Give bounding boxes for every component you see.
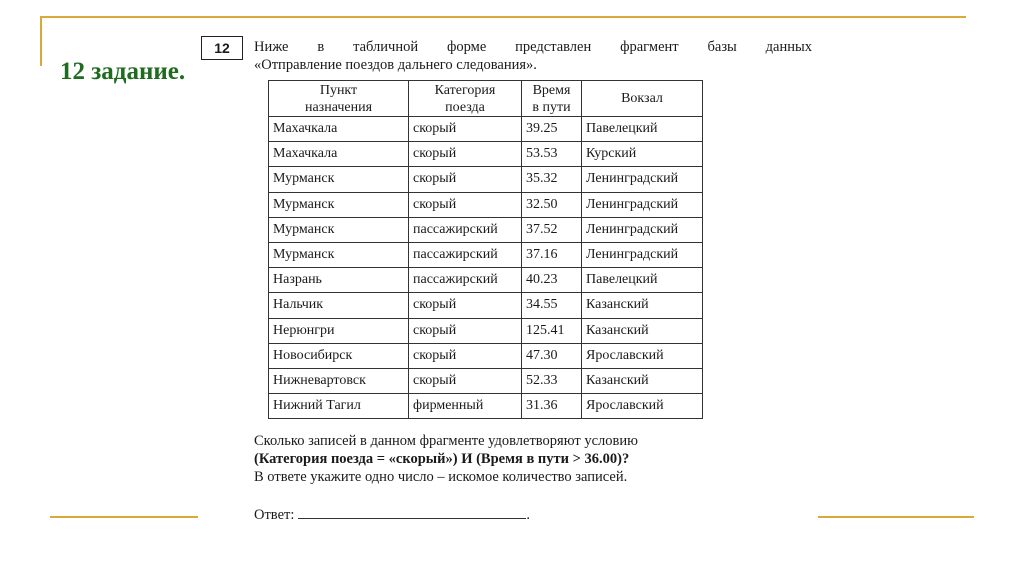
cell-station: Ярославский: [582, 394, 703, 419]
question-condition: (Категория поезда = «скорый») И (Время в пути > 36.00)?: [254, 451, 630, 467]
header-destination-line2: назначения: [304, 99, 373, 115]
cell-category: пассажирский: [409, 217, 522, 242]
cell-destination: Нижневартовск: [269, 368, 409, 393]
header-travel-time: [522, 81, 582, 117]
cell-destination: Махачкала: [269, 117, 409, 142]
cell-category: пассажирский: [409, 268, 522, 293]
cell-travel-time: 53.53: [522, 142, 582, 167]
answer-blank-line[interactable]: [298, 504, 526, 519]
cell-category: скорый: [409, 117, 522, 142]
question-line-3: В ответе укажите одно число – искомое количество записей.: [254, 469, 628, 485]
cell-destination: Назрань: [269, 268, 409, 293]
cell-destination: Нерюнгри: [269, 318, 409, 343]
header-time-line1: Время: [532, 82, 571, 98]
table-row: [269, 268, 703, 293]
cell-station: Казанский: [582, 318, 703, 343]
cell-destination: Мурманск: [269, 242, 409, 267]
answer-row: [254, 504, 530, 524]
cell-travel-time: 39.25: [522, 117, 582, 142]
header-station-line1: Вокзал: [621, 91, 663, 106]
question-line-1: Сколько записей в данном фрагменте удовлетворяют условию: [254, 433, 638, 449]
table-row: [269, 318, 703, 343]
table-row: [269, 368, 703, 393]
cell-travel-time: 47.30: [522, 343, 582, 368]
cell-travel-time: 125.41: [522, 318, 582, 343]
cell-destination: Мурманск: [269, 217, 409, 242]
cell-category: скорый: [409, 343, 522, 368]
frame-bottom-right-line: [818, 516, 974, 518]
header-destination-line1: Пункт: [319, 82, 358, 98]
cell-category: скорый: [409, 142, 522, 167]
cell-travel-time: 37.52: [522, 217, 582, 242]
cell-travel-time: 32.50: [522, 192, 582, 217]
answer-label: Ответ:: [254, 507, 295, 523]
header-category-line2: поезда: [445, 99, 485, 115]
header-destination: [269, 81, 409, 117]
table-row: [269, 343, 703, 368]
cell-category: скорый: [409, 293, 522, 318]
header-station: [582, 81, 703, 117]
cell-station: Казанский: [582, 368, 703, 393]
table-row: [269, 394, 703, 419]
frame-left-line: [40, 16, 42, 66]
table-row: [269, 142, 703, 167]
cell-travel-time: 31.36: [522, 394, 582, 419]
cell-category: пассажирский: [409, 242, 522, 267]
table-row: [269, 217, 703, 242]
table-row: [269, 242, 703, 267]
cell-destination: Нальчик: [269, 293, 409, 318]
header-category-line1: Категория: [434, 82, 496, 98]
frame-top-line: [40, 16, 966, 18]
cell-travel-time: 40.23: [522, 268, 582, 293]
cell-destination: Мурманск: [269, 192, 409, 217]
table-row: [269, 117, 703, 142]
cell-category: скорый: [409, 368, 522, 393]
task-number-box: 12: [201, 36, 243, 60]
cell-station: Павелецкий: [582, 117, 703, 142]
header-category: [409, 81, 522, 117]
cell-category: скорый: [409, 318, 522, 343]
cell-destination: Новосибирск: [269, 343, 409, 368]
cell-station: Ленинградский: [582, 192, 703, 217]
task-intro-line-1: Ниже в табличной форме представлен фрагмент базы данных: [254, 39, 812, 55]
cell-station: Павелецкий: [582, 268, 703, 293]
header-time-line2: в пути: [532, 99, 571, 115]
slide-title: 12 задание.: [60, 58, 186, 85]
cell-station: Ленинградский: [582, 167, 703, 192]
cell-travel-time: 37.16: [522, 242, 582, 267]
cell-category: фирменный: [409, 394, 522, 419]
table-body: [269, 117, 703, 419]
task-intro-line-2: «Отправление поездов дальнего следования».: [254, 57, 537, 73]
table-row: [269, 167, 703, 192]
table-row: [269, 192, 703, 217]
table-row: [269, 293, 703, 318]
cell-category: скорый: [409, 192, 522, 217]
cell-station: Ленинградский: [582, 217, 703, 242]
table-header-row: [269, 81, 703, 117]
cell-travel-time: 34.55: [522, 293, 582, 318]
cell-destination: Махачкала: [269, 142, 409, 167]
database-table: [268, 80, 703, 419]
answer-end: .: [526, 507, 530, 523]
cell-station: Курский: [582, 142, 703, 167]
cell-travel-time: 52.33: [522, 368, 582, 393]
cell-destination: Нижний Тагил: [269, 394, 409, 419]
frame-bottom-left-line: [50, 516, 198, 518]
cell-station: Ярославский: [582, 343, 703, 368]
cell-station: Казанский: [582, 293, 703, 318]
cell-travel-time: 35.32: [522, 167, 582, 192]
cell-destination: Мурманск: [269, 167, 409, 192]
cell-category: скорый: [409, 167, 522, 192]
cell-station: Ленинградский: [582, 242, 703, 267]
